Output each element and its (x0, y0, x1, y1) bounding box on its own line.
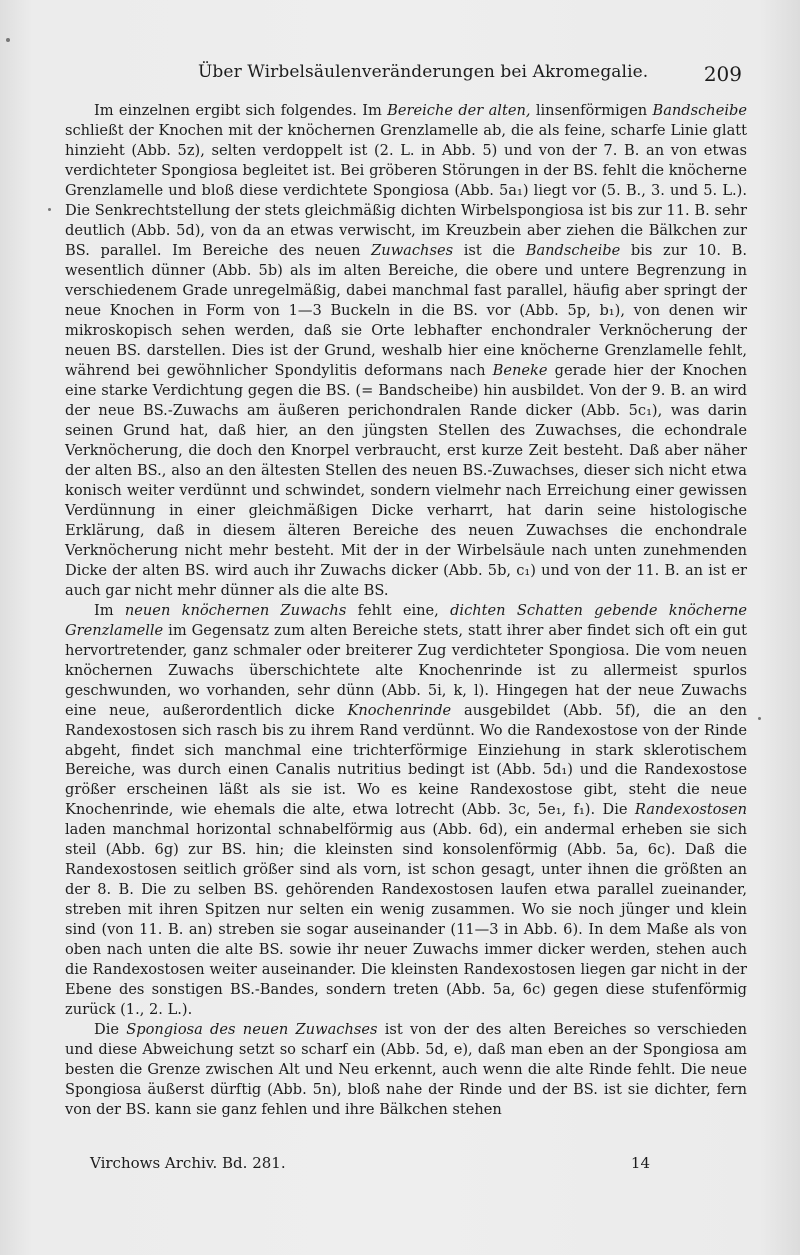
scan-speck (6, 38, 10, 42)
text-run: ausgebildet (Abb. 5f), die an den Randexostosen sich rasch bis zu ihrem Rand verdünnt. Wo die Randexostose von der Rinde abgeht, findet sich manchmal eine trichterförmige Einziehung in stark sklerotischem Bereiche, was durch einen Canalis nutritius bedingt ist (Abb. 5d₁) und die Randexostose größer erscheinen läßt als sie ist. Wo es keine Randexostose gibt, steht die neue Knochenrinde, wie ehemals die alte, etwa lotrecht (Abb. 3c, 5e₁, f₁). Die (65, 701, 747, 819)
text-run: ist die (453, 241, 526, 259)
running-title: Über Wirbelsäulenveränderungen bei Akromegalie. (198, 62, 649, 82)
sheet-signature: 14 (630, 1154, 650, 1172)
body-text (65, 101, 747, 1120)
emphasized-text: Zuwachses (371, 241, 454, 259)
emphasized-text: neuen knöchernen Zuwachs (124, 601, 347, 619)
text-run: laden manchmal horizontal schnabelförmig aus (Abb. 6d), ein andermal erheben sie sich steil (Abb. 6g) zur BS. hin; die kleinsten sind konsolenförmig (Abb. 5a, 6c). Daß die Randexostosen seitlich größer sind als vorn, ist schon gesagt, unter ihnen die größten an der 8. B. Die zu selben BS. gehörenden Randexostosen laufen etwa parallel zueinander, streben mit ihren Spitzen nur selten ein wenig zusammen. Wo sie noch jünger und klein sind (von 11. B. an) streben sie sogar auseinander (11—3 in Abb. 6). In dem Maße als von oben nach unten die alte BS. sowie ihr neuer Zuwachs immer dicker werden, stehen auch die Randexostosen weiter auseinander. Die kleinsten Randexostosen liegen gar nicht in der Ebene des sonstigen BS.-Bandes, sondern treten (Abb. 5a, 6c) gegen diese stufenförmig zurück (1., 2. L.). (65, 821, 747, 1019)
text-run: fehlt eine, (346, 601, 451, 619)
emphasized-text: Bereiche der alten, (387, 102, 531, 119)
emphasized-text: dichten Schatten gebende knöcherne Grenzlamelle (65, 601, 747, 639)
text-run: gerade hier der Knochen eine starke Verdichtung gegen die BS. (= Bandscheibe) hin ausbildet. Von der 9. B. an wird der neue BS.-Zuwachs am äußeren perichondralen Rande dicker (Abb. 5c₁), was darin seinen Grund hat, daß hier, an den jüngsten Stellen des Zuwachses, die echondrale Verknöcherung, die doch den Knorpel verbraucht, erst kurze Zeit besteht. Daß aber näher der alten BS., also an den ältesten Stellen des neuen BS.-Zuwachses, dieser sich nicht etwa konisch weiter verdünnt und schwindet, sondern vielmehr nach Erreichung einer gewissen Verdünnung in einer gleichmäßigen Dicke verharrt, hat darin seine histologische Erklärung, daß in diesem älteren Bereiche des neuen Zuwachses die enchondrale Verknöcherung nicht mehr besteht. Mit der in der Wirbelsäule nach unten zunehmenden Dicke der alten BS. wird auch ihr Zuwachs dicker (Abb. 5b, c₁) und von der 11. B. an ist er auch gar nicht mehr dünner als die alte BS. (65, 361, 747, 599)
text-run: schließt der Knochen mit der knöchernen Grenzlamelle ab, die als feine, scharfe Linie glatt hinzieht (Abb. 5z), selten verdoppelt ist (2. L. in Abb. 5) und von der 7. B. an von etwas verdichteter Spongiosa begleitet ist. Bei gröberen Störungen in der BS. fehlt die knöcherne Grenzlamelle und bloß diese verdichtete Spongiosa (Abb. 5a₁) liegt vor (5. B., 3. und 5. L.). Die Senkrechtstellung der stets gleichmäßig dichten Wirbelspongiosa ist bis zur 11. B. sehr deutlich (Abb. 5d), von da an etwas verwischt, im Kreuzbein aber ziehen die Bälkchen zur BS. parallel. Im Bereiche des neuen (65, 121, 747, 259)
paragraph (65, 1020, 747, 1120)
emphasized-text: Randexostosen (634, 801, 747, 819)
page-header (70, 58, 742, 90)
text-run: im Gegensatz zum alten Bereiche stets, statt ihrer aber findet sich oft ein gut hervortretender, ganz schmaler oder breiterer Zug verdichteter Spongiosa. Die vom neuen knöchernen Zuwachs überschichtete alte Knochenrinde ist zu allermeist spurlos geschwunden, wo vorhanden, sehr dünn (Abb. 5i, k, l). Hingegen hat der neue Zuwachs eine neue, außerordentlich dicke (65, 621, 747, 719)
emphasized-text: Bandscheibe (652, 102, 747, 119)
text-run: linsenförmigen (530, 102, 653, 119)
emphasized-text: Spongiosa des neuen Zuwachses (126, 1021, 378, 1039)
text-run: Die (94, 1021, 127, 1039)
text-run: Im einzelnen ergibt sich folgendes. Im (94, 102, 388, 119)
emphasized-text: Beneke (492, 361, 548, 379)
text-run: ist von der des alten Bereiches so verschieden und diese Abweichung setzt so scharf ein (Abb. 5d, e), daß man eben an der Spongiosa am besten die Grenze zwischen Alt und Neu erkennt, auch wenn die alte Rinde fehlt. Die neue Spongiosa äußerst dürftig (Abb. 5n), bloß nahe der Rinde und der BS. ist sie dichter, fern von der BS. kann sie ganz fehlen und ihre Bälkchen stehen (65, 1021, 747, 1119)
text-run: bis zur 10. B. wesentlich dünner (Abb. 5b) als im alten Bereiche, die obere und untere Begrenzung in verschiedenem Grade unregelmäßig, dabei manchmal fast parallel, häufig aber springt der neue Knochen in Form von 1—3 Buckeln in die BS. vor (Abb. 5p, b₁), von denen wir mikroskopisch sehen werden, daß sie Orte lebhafter enchondraler Verknöcherung der neuen BS. darstellen. Dies ist der Grund, weshalb hier eine knöcherne Grenzlamelle fehlt, während bei gewöhnlicher Spondylitis deformans nach (65, 241, 747, 379)
journal-reference: Virchows Archiv. Bd. 281. (90, 1154, 286, 1172)
scan-speck (758, 717, 761, 720)
page-number: 209 (703, 62, 742, 86)
paragraph (65, 601, 747, 1021)
paragraph (65, 101, 747, 601)
emphasized-text: Bandscheibe (525, 241, 621, 259)
page-footer (90, 1150, 650, 1174)
text-run: Im (94, 601, 125, 619)
scan-speck (48, 208, 51, 211)
emphasized-text: Knochenrinde (347, 701, 452, 719)
